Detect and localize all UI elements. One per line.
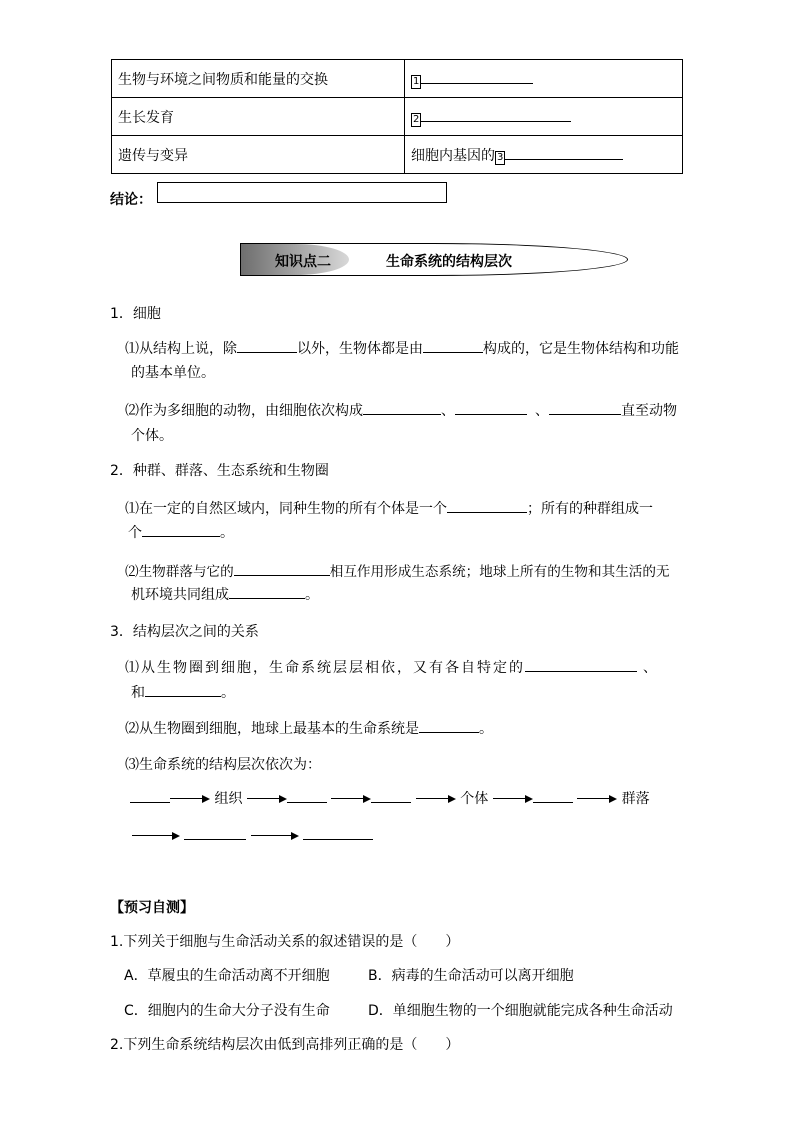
text: ；所有的种群组成一 xyxy=(527,501,653,517)
question-1: 1.下列关于细胞与生命活动关系的叙述错误的是（ ） xyxy=(110,934,460,950)
table-cell: 生物与环境之间物质和能量的交换 xyxy=(112,60,405,98)
text: 个 xyxy=(128,525,142,541)
section-heading: 1．细胞 xyxy=(110,306,161,322)
option-b[interactable]: B．病毒的生命活动可以离开细胞 xyxy=(368,968,574,984)
chain-label: 个体 xyxy=(460,791,489,807)
paragraph xyxy=(125,400,677,420)
paragraph xyxy=(125,560,670,580)
table-row xyxy=(112,98,683,136)
banner-tag: 知识点二 xyxy=(275,254,331,270)
paragraph xyxy=(125,338,679,358)
table-row xyxy=(112,136,683,174)
answer-blank[interactable] xyxy=(363,400,441,415)
answer-blank[interactable] xyxy=(421,69,533,84)
answer-blank[interactable] xyxy=(234,561,330,576)
arrow-icon xyxy=(251,829,299,843)
table-cell: 遗传与变异 xyxy=(112,136,405,174)
table-cell xyxy=(405,60,683,98)
option-d[interactable]: D．单细胞生物的一个细胞就能完成各种生命活动 xyxy=(368,1003,673,1019)
question-2: 2.下列生命系统结构层次由低到高排列正确的是（ ） xyxy=(110,1037,460,1053)
answer-blank[interactable] xyxy=(184,825,246,840)
arrow-icon xyxy=(577,792,617,806)
paragraph xyxy=(125,718,493,738)
text: 、 xyxy=(643,660,659,676)
answer-blank[interactable] xyxy=(549,400,621,415)
paragraph xyxy=(125,657,659,677)
answer-blank[interactable] xyxy=(525,657,637,672)
answer-marker: 2 xyxy=(413,113,420,125)
text: 。 xyxy=(305,587,319,603)
answer-blank[interactable] xyxy=(287,788,327,803)
answer-blank[interactable] xyxy=(142,522,220,537)
paragraph xyxy=(125,498,653,518)
table-cell xyxy=(405,98,683,136)
text: 和 xyxy=(131,685,145,701)
answer-blank[interactable] xyxy=(237,338,297,353)
answer-blank[interactable] xyxy=(455,400,527,415)
text: 。 xyxy=(479,721,493,737)
chain-label: 组织 xyxy=(214,791,243,807)
text: ⑵生物群落与它的 xyxy=(125,564,234,580)
answer-marker: 1 xyxy=(413,75,420,87)
answer-blank[interactable] xyxy=(533,788,573,803)
option-c[interactable]: C．细胞内的生命大分子没有生命 xyxy=(124,1003,330,1019)
banner-title: 生命系统的结构层次 xyxy=(386,254,512,270)
paragraph: 的基本单位。 xyxy=(131,365,215,381)
text: 。 xyxy=(221,685,235,701)
text: ⑵从生物圈到细胞，地球上最基本的生命系统是 xyxy=(125,721,419,737)
answer-blank[interactable] xyxy=(419,718,479,733)
text: ⑴从结构上说，除 xyxy=(125,341,237,357)
arrow-icon xyxy=(331,792,371,806)
section-heading: 3．结构层次之间的关系 xyxy=(110,624,259,640)
text: 相互作用形成生态系统；地球上所有的生物和其生活的无 xyxy=(329,564,670,580)
paragraph: ⑶生命系统的结构层次依次为： xyxy=(125,757,321,773)
paragraph xyxy=(128,522,234,542)
arrow-icon xyxy=(247,792,287,806)
arrow-icon xyxy=(493,792,533,806)
text: ⑵作为多细胞的动物，由细胞依次构成 xyxy=(125,403,363,419)
answer-blank[interactable] xyxy=(371,788,411,803)
answer-blank[interactable] xyxy=(447,498,527,513)
table-cell: 生长发育 xyxy=(112,98,405,136)
paragraph xyxy=(131,584,319,604)
conclusion-box[interactable] xyxy=(157,182,447,203)
hierarchy-chain xyxy=(132,825,373,844)
text: 构成的，它是生物体结构和功能 xyxy=(483,341,679,357)
arrow-icon xyxy=(170,792,210,806)
traits-table xyxy=(111,59,683,174)
arrow-icon xyxy=(132,829,180,843)
answer-blank[interactable] xyxy=(421,107,571,122)
text: ⑴在一定的自然区域内，同种生物的所有个体是一个 xyxy=(125,501,447,517)
text: 。 xyxy=(220,525,234,541)
table-cell xyxy=(405,136,683,174)
paragraph: 个体。 xyxy=(131,428,173,444)
answer-blank[interactable] xyxy=(303,825,373,840)
section-heading: 2．种群、群落、生态系统和生物圈 xyxy=(110,463,329,479)
answer-marker: 3 xyxy=(497,151,504,163)
arrow-icon xyxy=(416,792,456,806)
hierarchy-chain xyxy=(130,788,650,808)
answer-blank[interactable] xyxy=(145,682,221,697)
answer-blank[interactable] xyxy=(130,788,170,803)
text: ⑴从生物圈到细胞，生命系统层层相依，又有各自特定的 xyxy=(125,660,525,676)
paragraph xyxy=(131,682,235,702)
chain-label: 群落 xyxy=(621,791,650,807)
option-a[interactable]: A．草履虫的生命活动离不开细胞 xyxy=(124,968,330,984)
answer-blank[interactable] xyxy=(423,338,483,353)
text: 以外，生物体都是由 xyxy=(297,341,423,357)
section-banner xyxy=(240,243,628,276)
text: 直至动物 xyxy=(621,403,677,419)
conclusion-label: 结论： xyxy=(110,192,152,208)
text: 、 xyxy=(441,403,455,419)
table-row xyxy=(112,60,683,98)
text: 、 xyxy=(535,403,549,419)
answer-blank[interactable] xyxy=(505,145,623,160)
answer-blank[interactable] xyxy=(229,584,305,599)
text: 机环境共同组成 xyxy=(131,587,229,603)
cell-prefix: 细胞内基因的 xyxy=(411,147,495,164)
preview-heading: 【预习自测】 xyxy=(110,900,194,916)
